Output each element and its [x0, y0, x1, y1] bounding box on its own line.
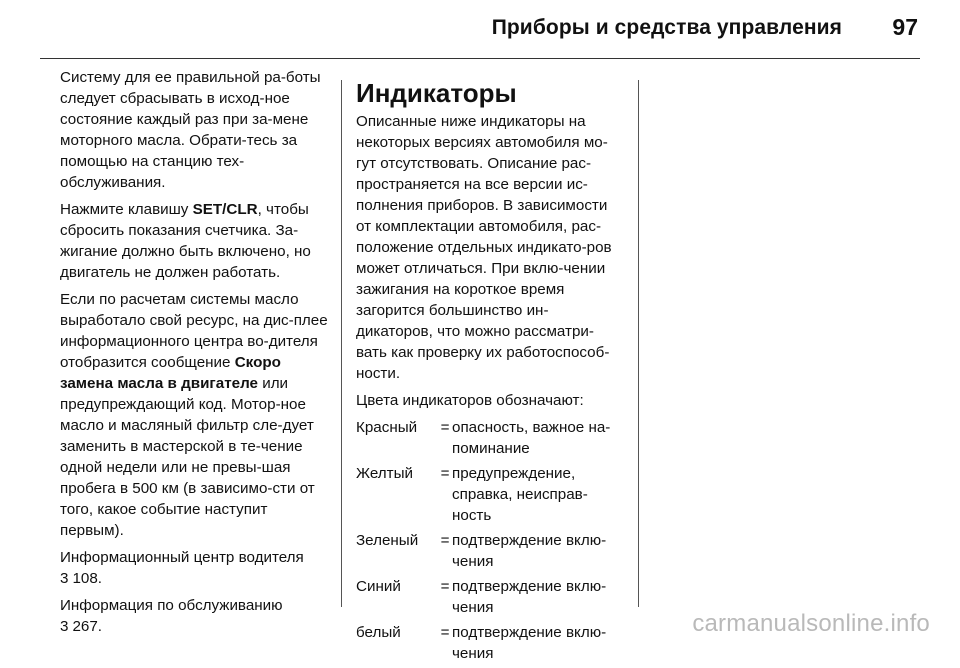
reference-service-info[interactable] — [60, 595, 328, 637]
equals-sign: = — [440, 532, 450, 549]
paragraph-oil-message — [60, 289, 328, 541]
color-name: Красный — [356, 419, 418, 436]
paragraph-indicators-info: Описанные ниже индикаторы на некоторых версиях автомобиля мо-гут отсутствовать. Описание рас-пространяется на все версии ис-полнения приборов. В зависимости от комплектации автомобиля, рас-положение отдельных индикато-ров может отличаться. При вклю-чении зажигания на короткое время загорится большинство ин-дикаторов, что можно рассматри-вать как проверку их работоспособ-ности. — [356, 113, 612, 382]
indicator-color-table — [356, 417, 624, 664]
oil-change-message: Скоро замена масла в двигателе — [60, 354, 281, 392]
page-reference-icon: 3 — [60, 570, 69, 587]
table-row — [356, 622, 624, 664]
reference-driver-info-center[interactable] — [60, 547, 328, 589]
table-row — [356, 417, 624, 459]
color-description: подтверждение вклю-чения — [452, 578, 607, 616]
equals-sign: = — [440, 578, 450, 595]
header-divider — [40, 58, 920, 59]
color-name: Зеленый — [356, 532, 419, 549]
equals-sign: = — [440, 419, 450, 436]
watermark: carmanualsonline.info — [692, 610, 930, 637]
text-after-key: , чтобы сбросить показания счетчика. За-жигание должно быть включено, но двигатель не должен работать. — [60, 201, 311, 281]
left-column — [60, 67, 328, 643]
reference-text: Информация по обслуживанию — [60, 597, 283, 614]
column-divider-right — [638, 80, 639, 607]
reference-page: 108. — [72, 570, 103, 587]
color-name: Синий — [356, 578, 401, 595]
page-number: 97 — [892, 14, 918, 40]
text-after-message: или предупреждающий код. Мотор-ное масло и масляный фильтр сле-дует заменить в мастерской в те-чение одной недели или не превы-шая пробега в 500 км (в зависимо-сти от того, какое событие наступит первым). — [60, 375, 315, 539]
paragraph-reset-info: Систему для ее правильной ра-боты следует сбрасывать в исход-ное состояние каждый раз при за-мене моторного масла. Обрати-тесь за помощью на станцию тех-обслуживания. — [60, 69, 321, 191]
page-header — [0, 14, 960, 54]
column-divider-left — [341, 80, 342, 607]
color-description: подтверждение вклю-чения — [452, 624, 607, 662]
section-title: Индикаторы — [356, 78, 517, 108]
reference-page: 267. — [72, 618, 103, 635]
table-row — [356, 463, 624, 526]
set-clr-key-label: SET/CLR — [192, 201, 258, 218]
text-before-message: Если по расчетам системы масло выработало свой ресурс, на дис-плее информационного центра во-дителя отобразится сообщение — [60, 291, 328, 371]
middle-column — [356, 67, 624, 668]
table-row — [356, 576, 624, 618]
page-reference-icon: 3 — [60, 618, 69, 635]
color-description: подтверждение вклю-чения — [452, 532, 607, 570]
reference-text: Информационный центр водителя — [60, 549, 304, 566]
color-name: Желтый — [356, 465, 413, 482]
color-name: белый — [356, 624, 401, 641]
text-before-key: Нажмите клавишу — [60, 201, 193, 218]
color-description: опасность, важное на-поминание — [452, 419, 611, 457]
equals-sign: = — [440, 465, 450, 482]
table-row — [356, 530, 624, 572]
color-description: предупреждение, справка, неисправ-ность — [452, 465, 588, 524]
equals-sign: = — [440, 624, 450, 641]
page-title: Приборы и средства управления — [491, 16, 842, 39]
colors-intro: Цвета индикаторов обозначают: — [356, 392, 584, 409]
paragraph-set-clr — [60, 199, 328, 283]
